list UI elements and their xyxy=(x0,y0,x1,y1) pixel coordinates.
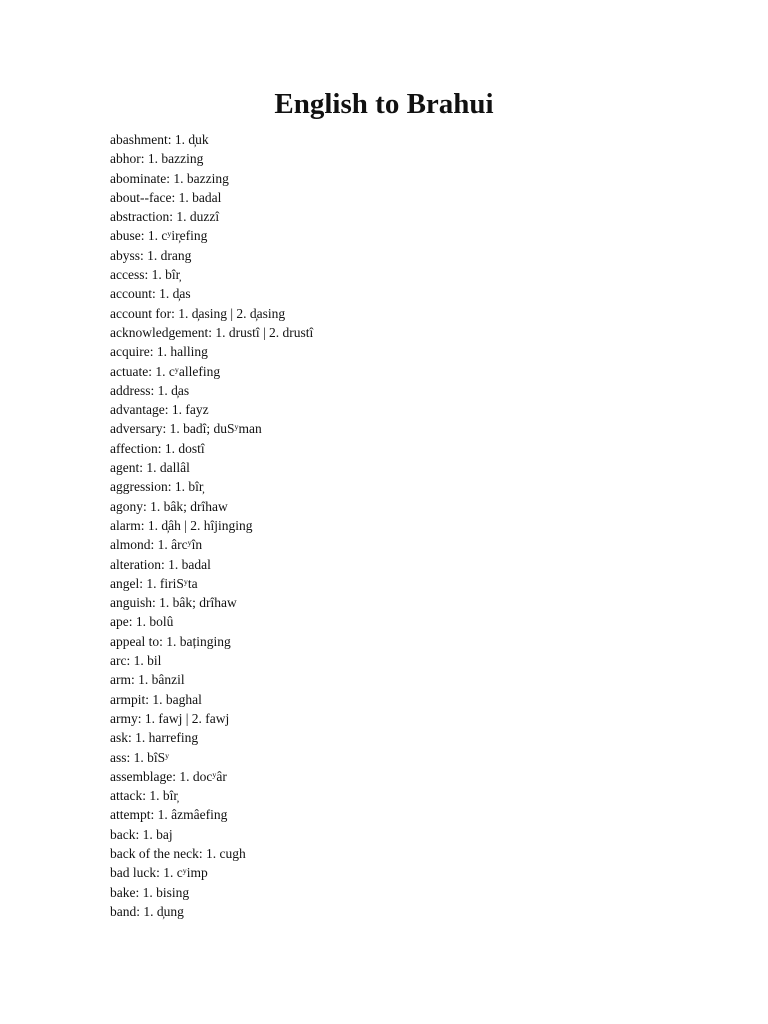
dictionary-entry: armpit: 1. baghal xyxy=(110,691,202,707)
dictionary-entry: acknowledgement: 1. drustî | 2. drustî xyxy=(110,324,314,340)
dictionary-entry: back: 1. baj xyxy=(110,826,173,842)
dictionary-entry: agent: 1. dallâl xyxy=(110,460,190,476)
dictionary-entry: abyss: 1. drang xyxy=(110,247,192,263)
dictionary-entry: aggression: 1. bîr̦ xyxy=(110,479,204,495)
dictionary-entry: about--face: 1. badal xyxy=(110,189,222,205)
dictionary-entry: abuse: 1. cʸir̦efing xyxy=(110,228,208,244)
dictionary-entry: ape: 1. bolû xyxy=(110,614,174,630)
dictionary-entry: actuate: 1. cʸallefing xyxy=(110,363,221,379)
dictionary-entry: abhor: 1. bazzing xyxy=(110,151,204,167)
dictionary-entry: access: 1. bîr̦ xyxy=(110,267,181,283)
dictionary-entry: address: 1. d̦as xyxy=(110,382,190,398)
dictionary-entry: account for: 1. d̦asing | 2. d̦asing xyxy=(110,305,286,321)
dictionary-entry: advantage: 1. fayz xyxy=(110,402,209,418)
dictionary-entry: arm: 1. bânzil xyxy=(110,672,185,688)
dictionary-entry: adversary: 1. badî; duSʸman xyxy=(110,421,262,437)
dictionary-entry-list xyxy=(110,130,730,921)
dictionary-entry: angel: 1. firiSʸta xyxy=(110,575,198,591)
dictionary-entry: agony: 1. bâk; drîhaw xyxy=(110,498,228,514)
dictionary-entry: ass: 1. bîSʸ xyxy=(110,749,170,765)
dictionary-entry: ask: 1. harrefing xyxy=(110,730,199,746)
dictionary-entry: army: 1. fawj | 2. fawj xyxy=(110,710,230,726)
dictionary-entry: abominate: 1. bazzing xyxy=(110,170,229,186)
dictionary-entry: attempt: 1. âzmâefing xyxy=(110,807,228,823)
dictionary-entry: affection: 1. dostî xyxy=(110,440,205,456)
dictionary-entry: anguish: 1. bâk; drîhaw xyxy=(110,595,237,611)
dictionary-entry: account: 1. d̦as xyxy=(110,286,191,302)
dictionary-entry: almond: 1. ârcʸîn xyxy=(110,537,203,553)
dictionary-entry: alteration: 1. badal xyxy=(110,556,211,572)
dictionary-entry: band: 1. d̦ung xyxy=(110,903,184,919)
dictionary-entry: assemblage: 1. docʸâr xyxy=(110,768,227,784)
dictionary-entry: bake: 1. bising xyxy=(110,884,190,900)
dictionary-entry: acquire: 1. halling xyxy=(110,344,208,360)
document-title: English to Brahui xyxy=(274,88,494,120)
dictionary-entry: abashment: 1. d̦uk xyxy=(110,132,209,147)
dictionary-entry: arc: 1. bil xyxy=(110,653,162,669)
dictionary-entry: abstraction: 1. duzzî xyxy=(110,209,220,225)
dictionary-entry: appeal to: 1. baținging xyxy=(110,633,231,649)
dictionary-entry: back of the neck: 1. cugh xyxy=(110,845,246,861)
dictionary-entry: alarm: 1. d̦âh | 2. hîjinging xyxy=(110,517,253,533)
dictionary-entry: bad luck: 1. cʸimp xyxy=(110,865,208,881)
dictionary-entry: attack: 1. bîr̦ xyxy=(110,788,178,804)
